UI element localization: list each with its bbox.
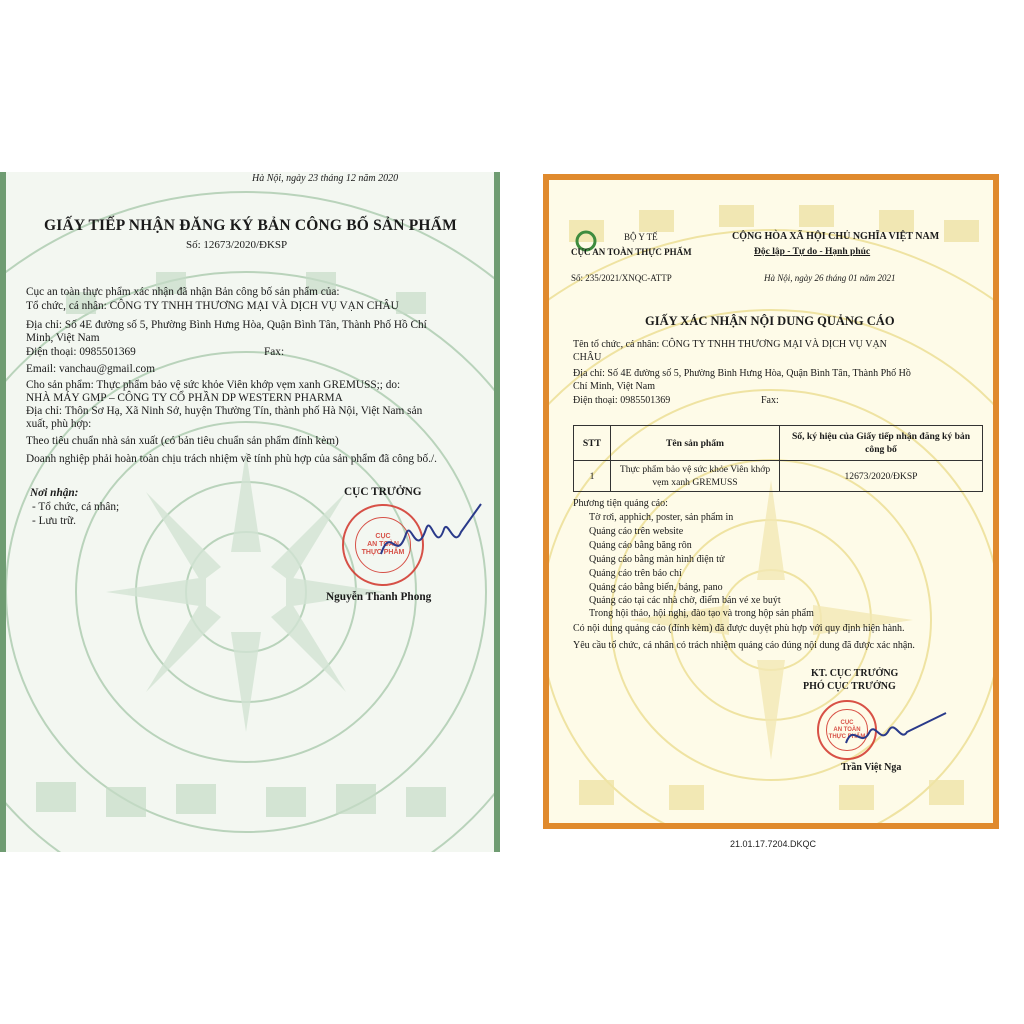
- advertising-confirmation: [543, 174, 999, 829]
- media-item: Quảng cáo bằng biển, bảng, pano: [589, 582, 723, 593]
- republic-name: CỘNG HÒA XÃ HỘI CHỦ NGHĨA VIỆT NAM: [732, 231, 940, 242]
- fax-label: Fax:: [761, 395, 779, 406]
- right-doc-content: [549, 180, 993, 823]
- document-number: Số: 12673/2020/ĐKSP: [186, 239, 288, 251]
- table-header-row: [574, 426, 983, 461]
- media-item: Quảng cáo bằng băng rôn: [589, 540, 692, 551]
- stamp-text: CỤC: [375, 533, 391, 540]
- media-item: Quảng cáo bằng màn hình điện tử: [589, 554, 725, 565]
- ministry-name: BỘ Y TẾ: [624, 232, 658, 242]
- recipient-item: - Tổ chức, cá nhân;: [32, 501, 120, 513]
- organization-line: Tên tổ chức, cá nhân: CÔNG TY TNHH THƯƠNG MẠI VÀ DỊCH VỤ VẠN: [573, 339, 887, 350]
- address-line: Địa chỉ: Số 4E đường số 5, Phường Bình Hưng Hòa, Quận Bình Tân, Thành Phố Hồ Chí: [26, 319, 427, 331]
- address-line-2: Chí Minh, Việt Nam: [573, 381, 655, 392]
- issue-date: Hà Nội, ngày 26 tháng 01 năm 2021: [764, 273, 896, 283]
- media-item: Quảng cáo trên website: [589, 526, 684, 537]
- media-item: Tờ rơi, apphich, poster, sản phẩm in: [589, 512, 734, 523]
- organization-line: Tổ chức, cá nhân: CÔNG TY TNHH THƯƠNG MẠI VÀ DỊCH VỤ VẠN CHÂU: [26, 300, 399, 312]
- signer-name: Trần Việt Nga: [841, 762, 902, 773]
- intro-line: Cục an toàn thực phẩm xác nhận đã nhận Bản công bố sản phẩm của:: [26, 286, 340, 298]
- phone-line: Điện thoại: 0985501369: [573, 395, 671, 406]
- stamp-text: AN TOÀN: [367, 541, 399, 548]
- responsibility-line: Doanh nghiệp phải hoàn toàn chịu trách nhiệm về tính phù hợp của sản phẩm đã công bố./.: [26, 453, 437, 465]
- email-line: Email: vanchau@gmail.com: [26, 363, 155, 375]
- column-header: Số, ký hiệu của Giấy tiếp nhận đăng ký bản công bố: [780, 426, 983, 461]
- manufacturer-line: NHÀ MÁY GMP – CÔNG TY CỔ PHẦN DP WESTERN PHARMA: [26, 392, 343, 404]
- product-table: [573, 425, 983, 492]
- document-code: 21.01.17.7204.DKQC: [730, 839, 817, 849]
- stamp-text: THỰC PHẨM: [828, 733, 866, 740]
- document-title: GIẤY TIẾP NHẬN ĐĂNG KÝ BẢN CÔNG BỐ SẢN PHẨM: [44, 217, 457, 234]
- address-line-2: Minh, Việt Nam: [26, 332, 100, 344]
- agency-name: CỤC AN TOÀN THỰC PHẨM: [571, 247, 692, 257]
- address-line: Địa chỉ: Số 4E đường số 5, Phường Bình Hưng Hòa, Quận Bình Tân, Thành Phố Hồ: [573, 368, 911, 379]
- document-number: Số: 235/2021/XNQC-ATTP: [571, 273, 672, 283]
- recipient-item: - Lưu trữ.: [32, 515, 76, 527]
- signature: [376, 494, 486, 574]
- document-title: GIẤY XÁC NHẬN NỘI DUNG QUẢNG CÁO: [645, 314, 895, 328]
- table-cell: 1: [574, 461, 611, 492]
- registration-certificate: [0, 172, 500, 852]
- stamp-text: THỰC PHẨM: [361, 549, 405, 556]
- column-header: STT: [574, 426, 611, 461]
- product-line: Cho sản phẩm: Thực phẩm bảo vệ sức khỏe Viên khớp vẹm xanh GREMUSS;; do:: [26, 379, 401, 391]
- issue-date: Hà Nội, ngày 23 tháng 12 năm 2020: [252, 173, 399, 184]
- closing-line: Yêu cầu tổ chức, cá nhân có trách nhiệm quảng cáo đúng nội dung đã được xác nhận.: [573, 640, 915, 651]
- signature: [841, 708, 951, 758]
- media-item: Quảng cáo trên báo chí: [589, 568, 682, 579]
- table-row: [574, 461, 983, 492]
- column-header: Tên sản phẩm: [611, 426, 780, 461]
- signer-name: Nguyễn Thanh Phong: [326, 591, 432, 603]
- manufacturer-address-2: xuất, phù hợp:: [26, 418, 92, 430]
- media-title: Phương tiện quảng cáo:: [573, 498, 668, 509]
- signer-title: PHÓ CỤC TRƯỞNG: [803, 681, 896, 692]
- national-motto: Độc lập - Tự do - Hạnh phúc: [754, 247, 871, 257]
- phone-line: Điện thoại: 0985501369: [26, 346, 136, 358]
- closing-line: Có nội dung quảng cáo (đính kèm) đã được duyệt phù hợp với quy định hiện hành.: [573, 623, 905, 634]
- manufacturer-address: Địa chỉ: Thôn Sơ Hạ, Xã Ninh Sở, huyện Thường Tín, thành phố Hà Nội, Việt Nam sản: [26, 405, 423, 417]
- media-item: Quảng cáo tại các nhà chờ, điểm bán vé xe buýt: [589, 595, 781, 606]
- table-cell: 12673/2020/ĐKSP: [780, 461, 983, 492]
- organization-line-2: CHÂU: [573, 352, 602, 363]
- standard-line: Theo tiêu chuẩn nhà sản xuất (có bản tiêu chuẩn sản phẩm đính kèm): [26, 435, 339, 447]
- signer-title: KT. CỤC TRƯỞNG: [811, 668, 899, 679]
- recipients-title: Nơi nhận:: [30, 487, 79, 499]
- table-cell: Thực phẩm bảo vệ sức khỏe Viên khớp vẹm xanh GREMUSS: [611, 461, 780, 492]
- stamp-text: AN TOÀN: [833, 726, 861, 733]
- media-item: Trong hội thảo, hội nghị, đào tạo và trong hộp sản phẩm: [589, 608, 814, 619]
- stamp-text: CỤC: [840, 719, 854, 726]
- fax-label: Fax:: [264, 346, 285, 358]
- signer-title: CỤC TRƯỞNG: [344, 486, 422, 498]
